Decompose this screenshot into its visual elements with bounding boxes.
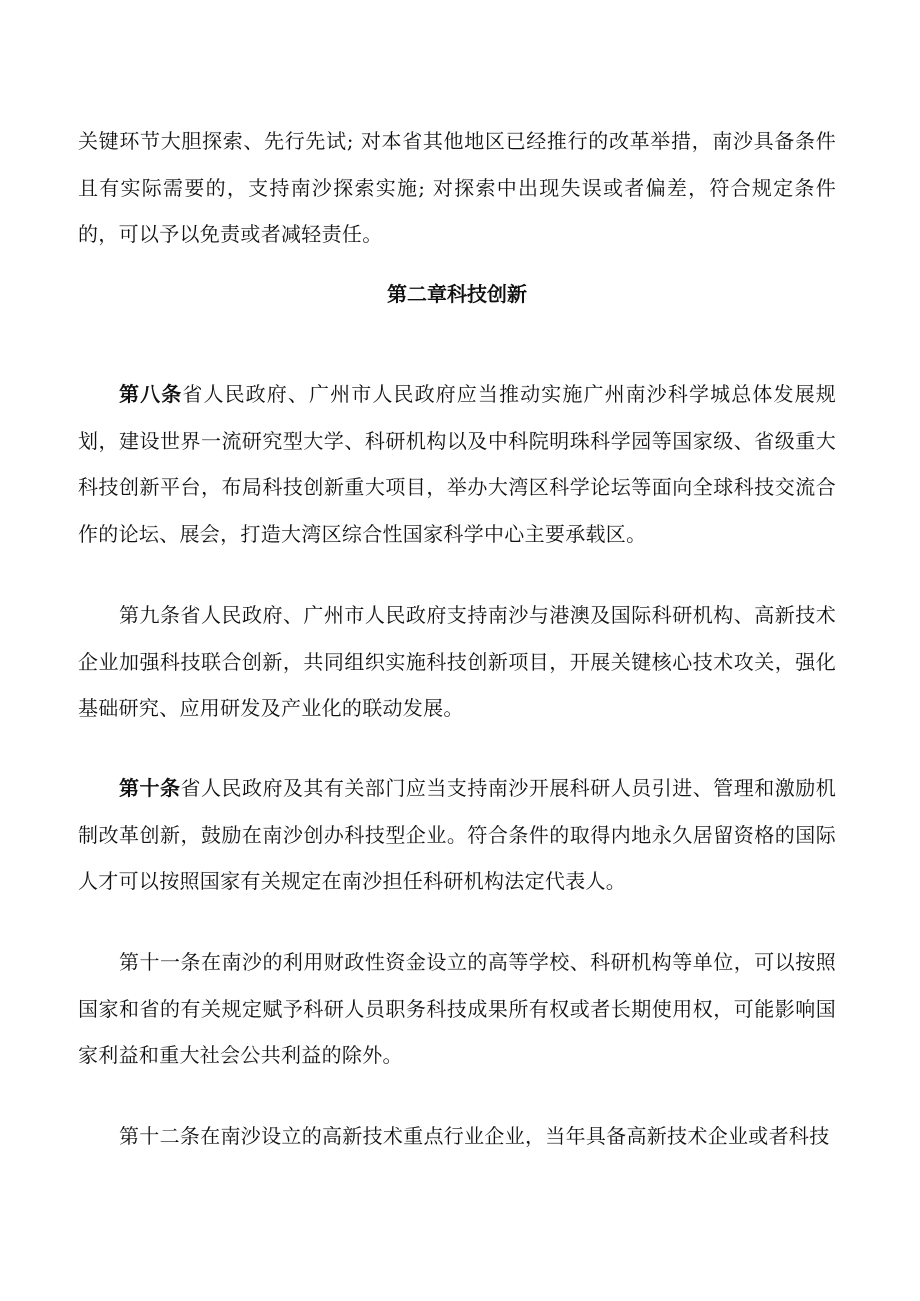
article-8	[78, 371, 836, 557]
chapter-heading: 第二章科技创新	[387, 282, 527, 306]
article-9	[78, 592, 836, 732]
article-9-text: 省人民政府、广州市人民政府支持南沙与港澳及国际科研机构、高新技术企业加强科技联合创新，共同组织实施科技创新项目，开展关键核心技术攻关，强化基础研究、应用研发及产业化的联动发展。	[78, 603, 836, 720]
article-11	[78, 939, 836, 1079]
article-12	[78, 1113, 836, 1160]
intro-paragraph: 关键环节大胆探索、先行先试; 对本省其他地区已经推行的改革举措，南沙具备条件且有实际需要的，支持南沙探索实施; 对探索中出现失误或者偏差，符合规定条件的，可以予以免责或者减轻责任。	[78, 129, 836, 246]
article-12-text: 在南沙设立的高新技术重点行业企业，当年具备高新技术企业或者科技	[200, 1124, 830, 1148]
article-11-number: 第十一条	[119, 950, 201, 974]
article-10-number: 第十条	[119, 776, 181, 800]
article-10-text: 省人民政府及其有关部门应当支持南沙开展科研人员引进、管理和激励机制改革创新，鼓励在南沙创办科技型企业。符合条件的取得内地永久居留资格的国际人才可以按照国家有关规定在南沙担任科研机构法定代表人。	[78, 776, 836, 893]
article-8-text: 省人民政府、广州市人民政府应当推动实施广州南沙科学城总体发展规划，建设世界一流研究型大学、科研机构以及中科院明珠科学园等国家级、省级重大科技创新平台，布局科技创新重大项目，举办大湾区科学论坛等面向全球科技交流合作的论坛、展会，打造大湾区综合性国家科学中心主要承载区。	[78, 382, 836, 546]
article-10	[78, 765, 836, 905]
article-9-number: 第九条	[119, 603, 181, 627]
article-12-number: 第十二条	[119, 1124, 201, 1148]
article-8-number: 第八条	[119, 382, 183, 406]
article-11-text: 在南沙的利用财政性资金设立的高等学校、科研机构等单位，可以按照国家和省的有关规定赋予科研人员职务科技成果所有权或者长期使用权，可能影响国家利益和重大社会公共利益的除外。	[78, 950, 836, 1067]
